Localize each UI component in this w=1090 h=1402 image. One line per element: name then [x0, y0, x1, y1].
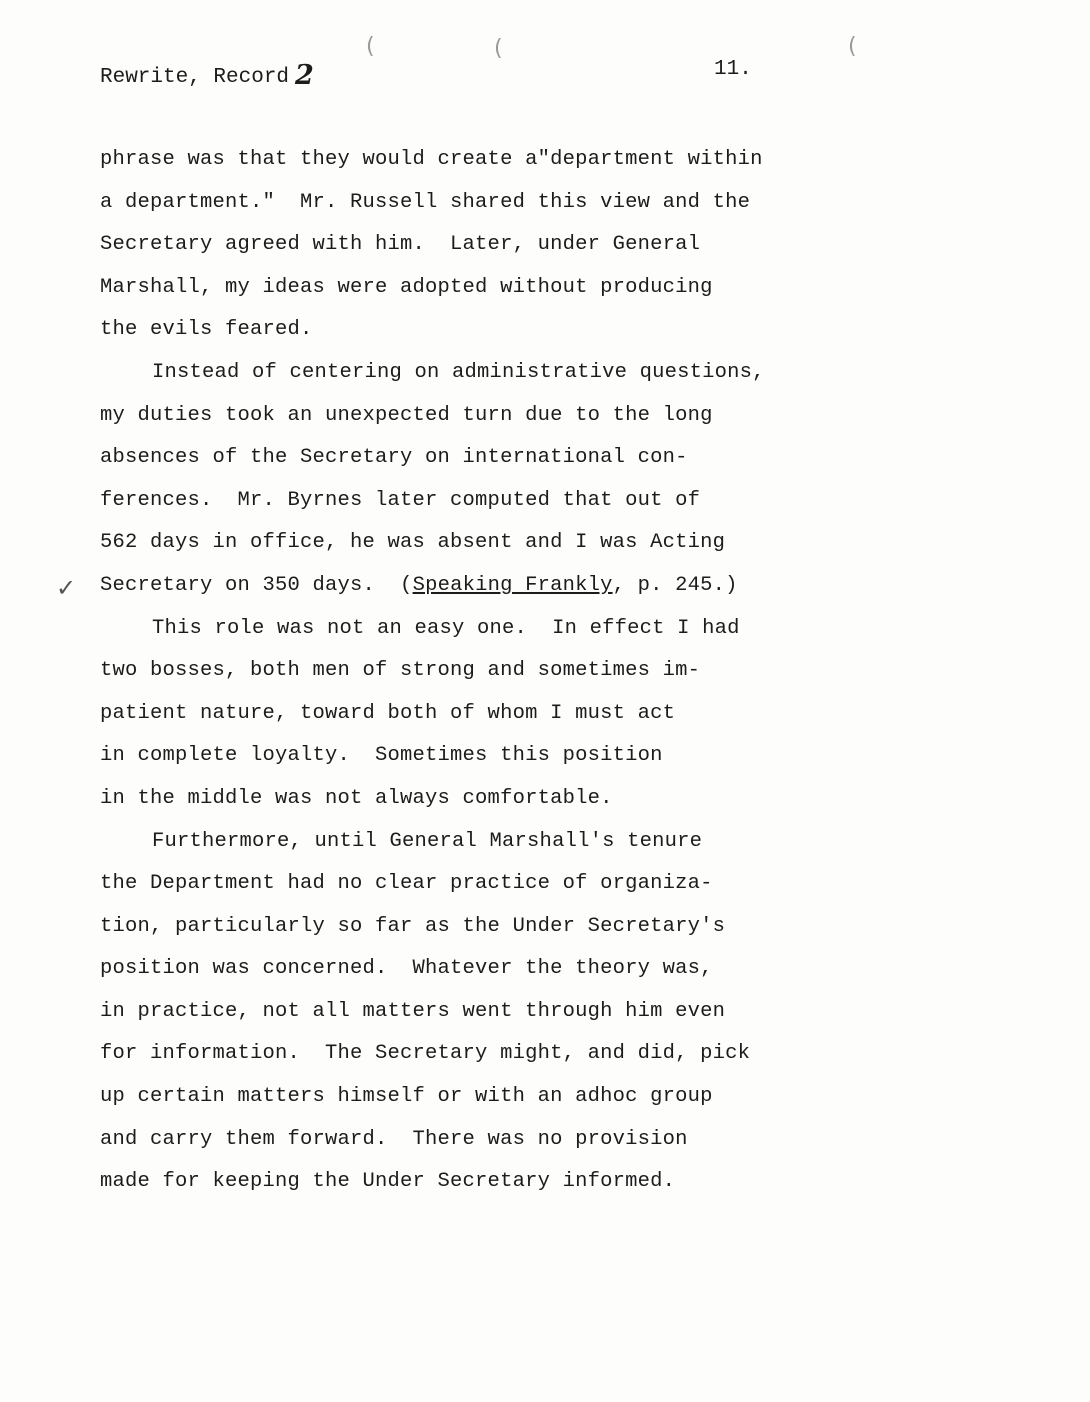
- text-line: ferences. Mr. Byrnes later computed that out of: [100, 488, 701, 512]
- margin-mark-icon: (: [366, 34, 375, 59]
- text-line: absences of the Secretary on international con-: [100, 446, 688, 470]
- text-line: position was concerned. Whatever the theory was,: [100, 957, 713, 981]
- text-line: Furthermore, until General Marshall's tenure: [152, 829, 703, 853]
- text-line: made for keeping the Under Secretary informed.: [100, 1170, 676, 1194]
- text-line: my duties took an unexpected turn due to the long: [100, 403, 713, 427]
- text-line: phrase was that they would create a"department within: [100, 148, 763, 171]
- paragraph: [100, 821, 820, 1204]
- text-line: up certain matters himself or with an adhoc group: [100, 1085, 713, 1109]
- page-number: 11.: [714, 58, 752, 81]
- text-line: in the middle was not always comfortable.: [100, 786, 613, 810]
- text-line: the Department had no clear practice of organiza-: [100, 872, 713, 896]
- margin-mark-icon: (: [848, 34, 857, 59]
- header-title: Rewrite, Record: [100, 66, 290, 89]
- text-line: Secretary agreed with him. Later, under General: [100, 233, 701, 257]
- record-number: 2: [295, 60, 314, 91]
- paragraph: [100, 608, 820, 821]
- text-line: patient nature, toward both of whom I must act: [100, 701, 676, 725]
- text-line: the evils feared.: [100, 318, 313, 342]
- checkmark-icon: ✓: [56, 574, 77, 602]
- text-line: This role was not an easy one. In effect I had: [152, 616, 740, 640]
- text-line: tion, particularly so far as the Under Secretary's: [100, 914, 726, 938]
- text-line: Instead of centering on administrative questions,: [152, 360, 765, 384]
- text-line: 562 days in office, he was absent and I was Acting: [100, 531, 726, 555]
- paragraph: [100, 352, 820, 608]
- margin-mark-icon: (: [494, 36, 503, 61]
- text-line: in practice, not all matters went through him even: [100, 999, 726, 1023]
- book-title: Speaking Frankly: [412, 573, 613, 597]
- text-line: in complete loyalty. Sometimes this position: [100, 744, 663, 768]
- page-header: [100, 58, 760, 92]
- text-line: Secretary on 350 days. (Speaking Frankly, p. 245.): [100, 573, 738, 597]
- paragraph: [100, 139, 820, 352]
- document-body: [100, 139, 820, 1204]
- text-line: for information. The Secretary might, and did, pick: [100, 1042, 751, 1066]
- text-line: Marshall, my ideas were adopted without producing: [100, 275, 713, 299]
- text-line: a department." Mr. Russell shared this view and the: [100, 190, 751, 214]
- header-left: [100, 58, 314, 89]
- text-line: two bosses, both men of strong and sometimes im-: [100, 659, 701, 683]
- text-line: and carry them forward. There was no provision: [100, 1127, 688, 1151]
